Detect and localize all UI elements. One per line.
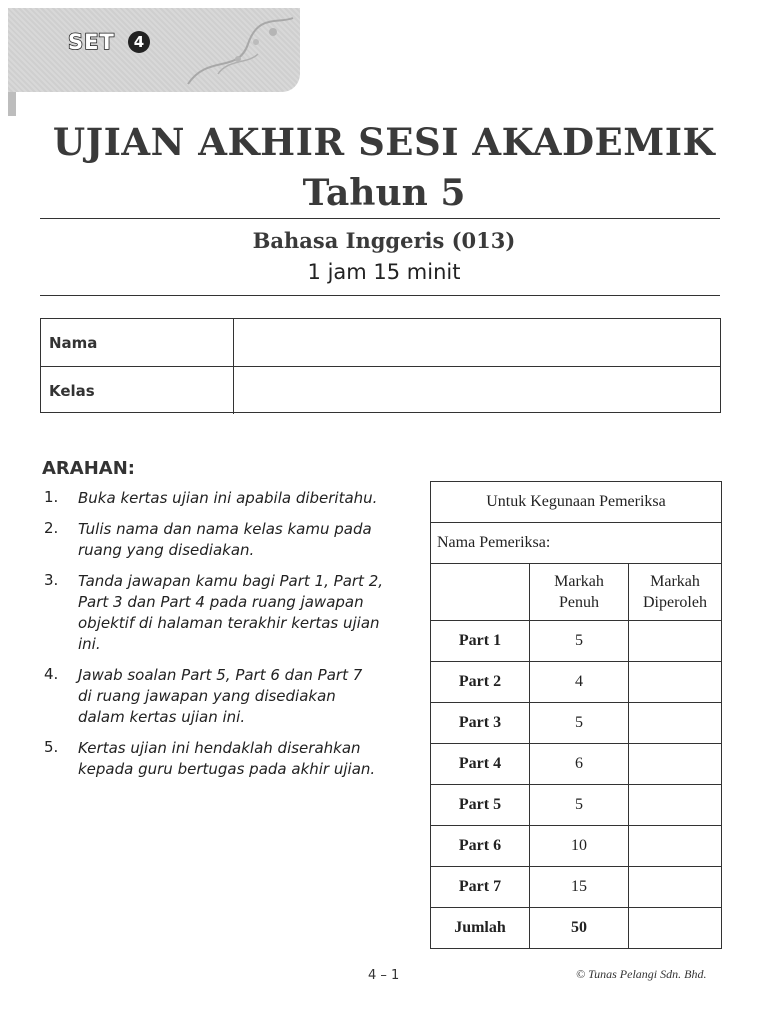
marks-row <box>431 826 722 867</box>
marks-row <box>431 621 722 662</box>
set-label: SET <box>68 30 115 54</box>
full-marks-cell: 4 <box>530 662 629 703</box>
instruction-item <box>40 488 410 509</box>
column-header-row <box>431 564 722 621</box>
instruction-item <box>40 738 410 780</box>
full-marks-cell: 5 <box>530 703 629 744</box>
instruction-text: Buka kertas ujian ini apabila diberitahu. <box>78 489 378 507</box>
name-label: Nama <box>49 334 98 352</box>
full-marks-cell: 15 <box>530 867 629 908</box>
name-field[interactable] <box>233 319 234 366</box>
obtained-marks-cell[interactable] <box>629 662 722 703</box>
instructions-list <box>40 488 410 790</box>
name-row <box>41 319 720 366</box>
class-row <box>41 366 720 414</box>
marks-row <box>431 744 722 785</box>
banner-stripe <box>8 92 16 116</box>
instruction-text: Jawab soalan Part 5, Part 6 dan Part 7 di ruang jawapan yang disediakan dalam kertas ujian ini. <box>78 666 363 726</box>
examiner-header-row <box>431 482 722 523</box>
exam-duration: 1 jam 15 minit <box>307 260 461 284</box>
set-number-badge: 4 <box>128 31 150 53</box>
total-label: Jumlah <box>431 908 530 949</box>
divider-top <box>40 218 720 219</box>
marks-row <box>431 662 722 703</box>
divider-bottom <box>40 295 720 296</box>
examiner-table <box>430 481 722 949</box>
part-label: Part 5 <box>431 785 530 826</box>
publisher-credit: © Tunas Pelangi Sdn. Bhd. <box>576 967 707 981</box>
instruction-text: Kertas ujian ini hendaklah diserahkan kepada guru bertugas pada akhir ujian. <box>78 739 376 778</box>
full-marks-cell: 5 <box>530 785 629 826</box>
instruction-text: Tanda jawapan kamu bagi Part 1, Part 2, Part 3 dan Part 4 pada ruang jawapan objektif di halaman terakhir kertas ujian ini. <box>78 572 384 653</box>
part-label: Part 4 <box>431 744 530 785</box>
instruction-item <box>40 571 410 655</box>
instruction-text: Tulis nama dan nama kelas kamu pada ruang yang disediakan. <box>78 520 372 559</box>
full-marks-cell: 6 <box>530 744 629 785</box>
part-label: Part 2 <box>431 662 530 703</box>
full-marks-cell: 5 <box>530 621 629 662</box>
obtained-marks-cell[interactable] <box>629 785 722 826</box>
obtained-marks-cell[interactable] <box>629 826 722 867</box>
class-label: Kelas <box>49 382 95 400</box>
obtained-marks-cell[interactable] <box>629 621 722 662</box>
instruction-number: 1. <box>44 488 59 506</box>
student-identity-table <box>40 318 721 413</box>
full-marks-cell: 10 <box>530 826 629 867</box>
examiner-name-label[interactable]: Nama Pemeriksa: <box>431 523 722 564</box>
instructions-title: ARAHAN: <box>42 458 135 479</box>
part-label: Part 3 <box>431 703 530 744</box>
instruction-item <box>40 519 410 561</box>
empty-header-cell <box>431 564 530 621</box>
obtained-marks-cell[interactable] <box>629 703 722 744</box>
part-label: Part 1 <box>431 621 530 662</box>
floral-swirl-icon <box>178 14 298 86</box>
set-banner <box>8 8 300 92</box>
total-value: 50 <box>530 908 629 949</box>
total-obtained-cell[interactable] <box>629 908 722 949</box>
marks-row <box>431 867 722 908</box>
total-row <box>431 908 722 949</box>
examiner-name-row <box>431 523 722 564</box>
col-obtained-marks: Markah Diperoleh <box>629 564 722 621</box>
instruction-number: 2. <box>44 519 59 537</box>
instruction-item <box>40 665 410 728</box>
part-label: Part 7 <box>431 867 530 908</box>
marks-row <box>431 703 722 744</box>
col-full-marks: Markah Penuh <box>530 564 629 621</box>
instruction-number: 3. <box>44 571 59 589</box>
instruction-number: 4. <box>44 665 59 683</box>
examiner-title: Untuk Kegunaan Pemeriksa <box>431 482 722 523</box>
exam-title: UJIAN AKHIR SESI AKADEMIK <box>52 120 716 164</box>
exam-year: Tahun 5 <box>302 172 466 214</box>
obtained-marks-cell[interactable] <box>629 744 722 785</box>
part-label: Part 6 <box>431 826 530 867</box>
class-field[interactable] <box>233 367 234 414</box>
page-number: 4 – 1 <box>368 968 400 983</box>
obtained-marks-cell[interactable] <box>629 867 722 908</box>
marks-row <box>431 785 722 826</box>
instruction-number: 5. <box>44 738 59 756</box>
subject-title: Bahasa Inggeris (013) <box>252 228 516 253</box>
